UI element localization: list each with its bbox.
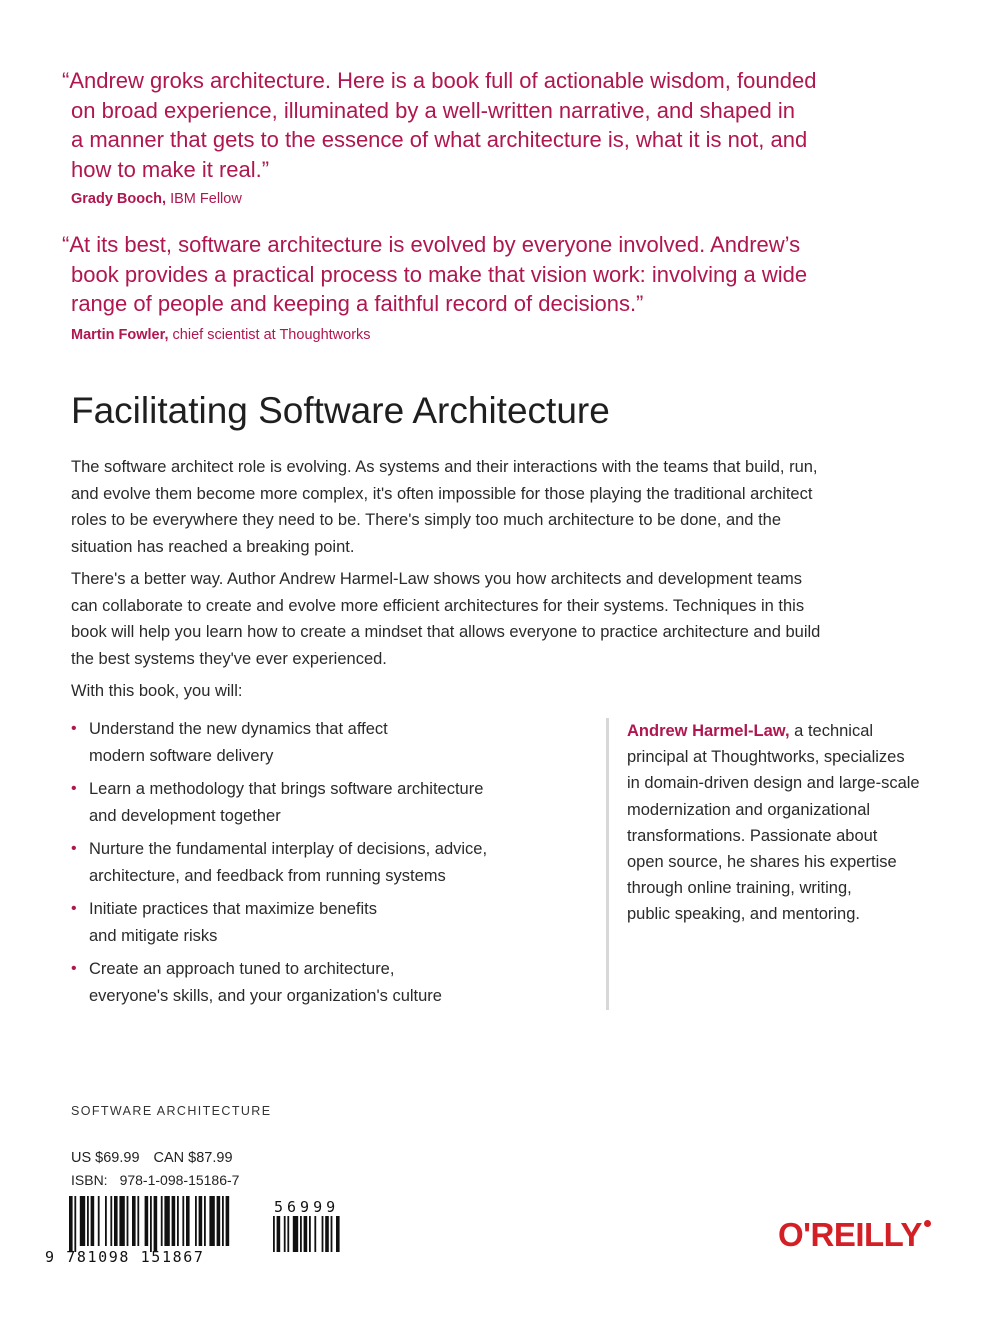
paragraph-line: can collaborate to create and evolve more efficient architectures for their systems. Techniques in this — [71, 596, 805, 615]
bullet-dot-icon: • — [71, 960, 77, 977]
quote-line: range of people and keeping a faithful record of decisions.” — [71, 291, 644, 316]
barcode-bar — [105, 1196, 107, 1246]
bullet-dot-icon: • — [71, 900, 77, 917]
barcode-bars-main — [69, 1196, 229, 1252]
logo-dot-icon — [924, 1220, 931, 1227]
barcode-bar — [304, 1216, 308, 1252]
list-item — [71, 896, 571, 949]
bullet-dot-icon: • — [71, 780, 77, 797]
quote-line: book provides a practical process to make that vision work: involving a wide — [71, 261, 808, 287]
barcode-bar — [177, 1196, 179, 1246]
book-category: SOFTWARE ARCHITECTURE — [71, 1104, 272, 1118]
list-item-line: everyone's skills, and your organization's culture — [89, 986, 442, 1005]
barcode-bar — [325, 1216, 329, 1252]
quote-attribution-booch — [71, 191, 242, 207]
barcode-bar — [309, 1216, 311, 1252]
barcode-bar — [110, 1196, 112, 1246]
list-item — [71, 956, 571, 1009]
bio-line: in domain-driven design and large-scale — [627, 774, 920, 793]
quote-attribution-fowler — [71, 327, 371, 343]
price-can: CAN $87.99 — [153, 1150, 233, 1166]
list-item-line: Nurture the fundamental interplay of decisions, advice, — [89, 840, 488, 858]
bio-line: public speaking, and mentoring. — [627, 905, 860, 924]
barcode-bar — [331, 1216, 333, 1252]
barcode-bar — [226, 1196, 230, 1246]
book-title: Facilitating Software Architecture — [71, 390, 610, 431]
barcode-bar — [186, 1196, 190, 1246]
bio-line: principal at Thoughtworks, specializes — [627, 748, 905, 767]
price-us: US $69.99 — [71, 1150, 140, 1166]
barcode-bars-addon — [273, 1216, 340, 1252]
bio-line: transformations. Passionate about — [627, 826, 878, 845]
isbn-barcode — [45, 1192, 365, 1264]
barcode-bar — [145, 1196, 149, 1246]
barcode-bar — [222, 1196, 224, 1246]
bio-line — [627, 718, 967, 744]
barcode-addon-digits: 56999 — [274, 1198, 340, 1216]
barcode-bar — [204, 1196, 206, 1246]
list-item — [71, 776, 571, 829]
barcode-bar — [87, 1196, 89, 1246]
bullet-dot-icon: • — [71, 720, 77, 737]
list-item-line: modern software delivery — [89, 746, 274, 765]
barcode-bar — [284, 1216, 286, 1252]
barcode-bar — [154, 1196, 158, 1252]
bio-divider — [606, 718, 609, 1010]
barcode-bar — [182, 1196, 184, 1246]
list-item-line: architecture, and feedback from running systems — [89, 866, 446, 885]
isbn-label: ISBN: — [71, 1172, 108, 1188]
barcode-bar — [114, 1196, 118, 1246]
barcode-bar — [322, 1216, 324, 1252]
barcode-bar — [164, 1196, 169, 1246]
paragraph-line: book will help you learn how to create a mindset that allows everyone to practice architecture and build — [71, 623, 821, 641]
barcode-bar — [137, 1196, 139, 1246]
paragraph-line: roles to be everywhere they need to be. There's simply too much architecture to be done, and the — [71, 511, 782, 529]
barcode-bar — [172, 1196, 176, 1246]
quote-line: how to make it real.” — [71, 156, 270, 182]
barcode-bar — [287, 1216, 289, 1252]
quote-author: Martin Fowler, — [71, 327, 169, 343]
paragraph-line: situation has reached a breaking point. — [71, 537, 355, 556]
barcode-bar — [127, 1196, 129, 1246]
description-paragraph — [71, 566, 951, 672]
isbn-value: 978-1-098-15186-7 — [119, 1172, 240, 1188]
barcode-bar — [161, 1196, 163, 1246]
bullets-intro: With this book, you will: — [71, 682, 243, 700]
list-item-line: and mitigate risks — [89, 926, 218, 945]
bio-line: through online training, writing, — [627, 879, 852, 898]
barcode-bar — [293, 1216, 298, 1252]
paragraph-line: and evolve them become more complex, it's often impossible for those playing the traditional architect — [71, 484, 813, 503]
quote-author-role: IBM Fellow — [170, 191, 242, 207]
list-item-line: and development together — [89, 806, 281, 825]
barcode-bar — [98, 1196, 100, 1246]
barcode-bar — [199, 1196, 203, 1246]
author-bio — [627, 718, 967, 928]
barcode-bar — [195, 1196, 197, 1246]
list-item-line: Create an approach tuned to architecture, — [89, 960, 395, 978]
barcode-bar — [74, 1196, 76, 1252]
quote-line: on broad experience, illuminated by a well-written narrative, and shaped in — [71, 97, 795, 123]
paragraph-line: The software architect role is evolving. As systems and their interactions with the teams that build, run, — [71, 458, 818, 476]
bullet-dot-icon: • — [71, 840, 77, 857]
benefits-list — [71, 716, 571, 1016]
quote-line: a manner that gets to the essence of what architecture is, what it is not, and — [71, 127, 808, 152]
bio-line: open source, he shares his expertise — [627, 853, 897, 872]
bio-author-name: Andrew Harmel-Law, — [627, 722, 790, 740]
quote-author-role: chief scientist at Thoughtworks — [172, 327, 371, 343]
list-item — [71, 836, 571, 889]
barcode-bar — [119, 1196, 124, 1246]
list-item-line: Initiate practices that maximize benefits — [89, 900, 377, 918]
barcode-bar — [273, 1216, 275, 1252]
quote-line: “Andrew groks architecture. Here is a book full of actionable wisdom, founded — [62, 68, 817, 93]
list-item-line: Understand the new dynamics that affect — [89, 720, 388, 738]
isbn-line — [71, 1172, 239, 1188]
barcode-bar — [91, 1196, 95, 1246]
barcode-bar — [132, 1196, 136, 1246]
barcode-bar — [217, 1196, 221, 1246]
barcode-bar — [277, 1216, 281, 1252]
praise-quote-booch — [62, 66, 922, 184]
barcode-bar — [209, 1196, 214, 1246]
publisher-logo — [778, 1216, 931, 1254]
barcode-bar — [80, 1196, 85, 1246]
list-item — [71, 716, 571, 769]
barcode-bar — [300, 1216, 302, 1252]
barcode-bar — [150, 1196, 152, 1252]
barcode-digits: 9 781098 151867 — [45, 1248, 205, 1264]
paragraph-line: There's a better way. Author Andrew Harmel-Law shows you how architects and development teams — [71, 570, 803, 588]
list-item-line: Learn a methodology that brings software architecture — [89, 780, 484, 798]
description-paragraph — [71, 454, 951, 560]
praise-quote-fowler — [62, 230, 922, 319]
bio-first-line-text: a technical — [789, 722, 874, 740]
publisher-logo-text: O'REILLY — [778, 1216, 922, 1253]
price-line — [71, 1150, 233, 1166]
barcode-bar — [336, 1216, 340, 1252]
barcode-bar — [69, 1196, 73, 1252]
bio-line: modernization and organizational — [627, 800, 871, 819]
quote-line: “At its best, software architecture is evolved by everyone involved. Andrew’s — [62, 232, 801, 257]
quote-author: Grady Booch, — [71, 191, 167, 207]
paragraph-line: the best systems they've ever experienced. — [71, 649, 387, 668]
barcode-bar — [314, 1216, 316, 1252]
